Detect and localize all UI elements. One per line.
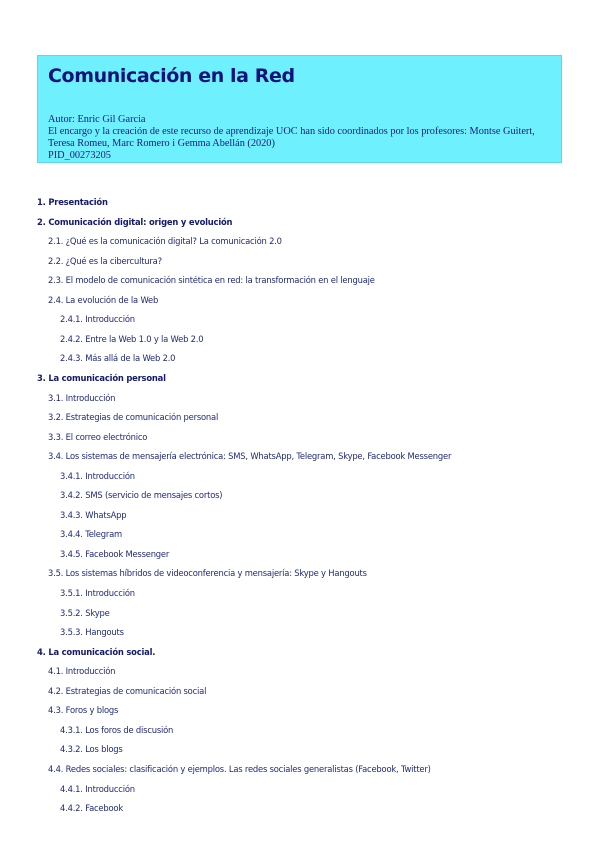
author-line: Autor: Enric Gil Garcia bbox=[48, 114, 146, 125]
toc-entry-level-2[interactable]: 3.3. El correo electrónico bbox=[48, 431, 148, 442]
toc-entry-level-3[interactable]: 3.5.2. Skype bbox=[60, 607, 110, 618]
toc-entry-level-1[interactable]: 2. Comunicación digital: origen y evolución bbox=[37, 216, 233, 227]
coordination-line: El encargo y la creación de este recurso de aprendizaje UOC han sido coordinados por los profesores: Montse Guitert, Teresa Romeu, Marc Romero i Gemma Abellán (2020) bbox=[48, 126, 535, 149]
toc-entry-level-1[interactable]: 4. La comunicación social. bbox=[37, 646, 156, 657]
toc-entry-level-3[interactable]: 4.3.2. Los blogs bbox=[60, 744, 123, 755]
pid-line: PID_00273205 bbox=[48, 150, 111, 161]
toc-entry-level-3[interactable]: 3.4.3. WhatsApp bbox=[60, 509, 127, 520]
toc-entry-level-3[interactable]: 3.4.4. Telegram bbox=[60, 529, 123, 540]
toc-entry-level-2[interactable]: 2.3. El modelo de comunicación sintética en red: la transformación en el lenguaje bbox=[48, 275, 375, 286]
toc-entry-level-2[interactable]: 4.3. Foros y blogs bbox=[48, 705, 119, 716]
toc-entry-level-2[interactable]: 4.2. Estrategias de comunicación social bbox=[48, 685, 207, 696]
document-meta bbox=[48, 114, 551, 162]
toc-entry-level-3[interactable]: 3.4.2. SMS (servicio de mensajes cortos) bbox=[60, 490, 223, 501]
toc-entry-level-3[interactable]: 4.4.2. Facebook bbox=[60, 803, 123, 814]
toc-entry-level-1[interactable]: 1. Presentación bbox=[37, 197, 108, 207]
toc-entry-level-1[interactable]: 3. La comunicación personal bbox=[37, 372, 166, 383]
toc-entry-level-2[interactable]: 3.5. Los sistemas híbridos de videoconferencia y mensajería: Skype y Hangouts bbox=[48, 568, 367, 579]
toc-entry-level-3[interactable]: 2.4.3. Más allá de la Web 2.0 bbox=[60, 353, 176, 364]
toc-entry-level-3[interactable]: 3.5.1. Introducción bbox=[60, 588, 135, 598]
toc-entry-level-3[interactable]: 3.4.1. Introducción bbox=[60, 470, 135, 481]
toc-entry-level-3[interactable]: 2.4.1. Introducción bbox=[60, 314, 135, 325]
toc-entry-level-3[interactable]: 3.5.3. Hangouts bbox=[60, 627, 124, 638]
toc-entry-level-2[interactable]: 4.1. Introducción bbox=[48, 666, 116, 677]
toc-entry-level-2[interactable]: 4.4. Redes sociales: clasificación y ejemplos. Las redes sociales generalistas (Facebook, Twitter) bbox=[48, 763, 431, 774]
toc-entry-level-3[interactable]: 4.3.1. Los foros de discusión bbox=[60, 724, 174, 735]
toc-entry-level-2[interactable]: 2.4. La evolución de la Web bbox=[48, 294, 159, 305]
document-header bbox=[37, 55, 562, 163]
document-title: Comunicación en la Red bbox=[48, 65, 295, 87]
toc-entry-level-2[interactable]: 2.1. ¿Qué es la comunicación digital? La comunicación 2.0 bbox=[48, 236, 282, 247]
toc-entry-level-2[interactable]: 3.4. Los sistemas de mensajería electrónica: SMS, WhatsApp, Telegram, Skype, Facebook Messenger bbox=[48, 451, 452, 462]
toc-entry-level-2[interactable]: 3.2. Estrategias de comunicación personal bbox=[48, 412, 219, 423]
toc-entry-level-3[interactable]: 3.4.5. Facebook Messenger bbox=[60, 548, 170, 559]
toc-entry-level-3[interactable]: 4.4.1. Introducción bbox=[60, 783, 135, 794]
toc-entry-level-2[interactable]: 2.2. ¿Qué es la cibercultura? bbox=[48, 255, 162, 266]
toc-entry-level-2[interactable]: 3.1. Introducción bbox=[48, 392, 116, 403]
toc-entry-level-3[interactable]: 2.4.2. Entre la Web 1.0 y la Web 2.0 bbox=[60, 333, 204, 344]
